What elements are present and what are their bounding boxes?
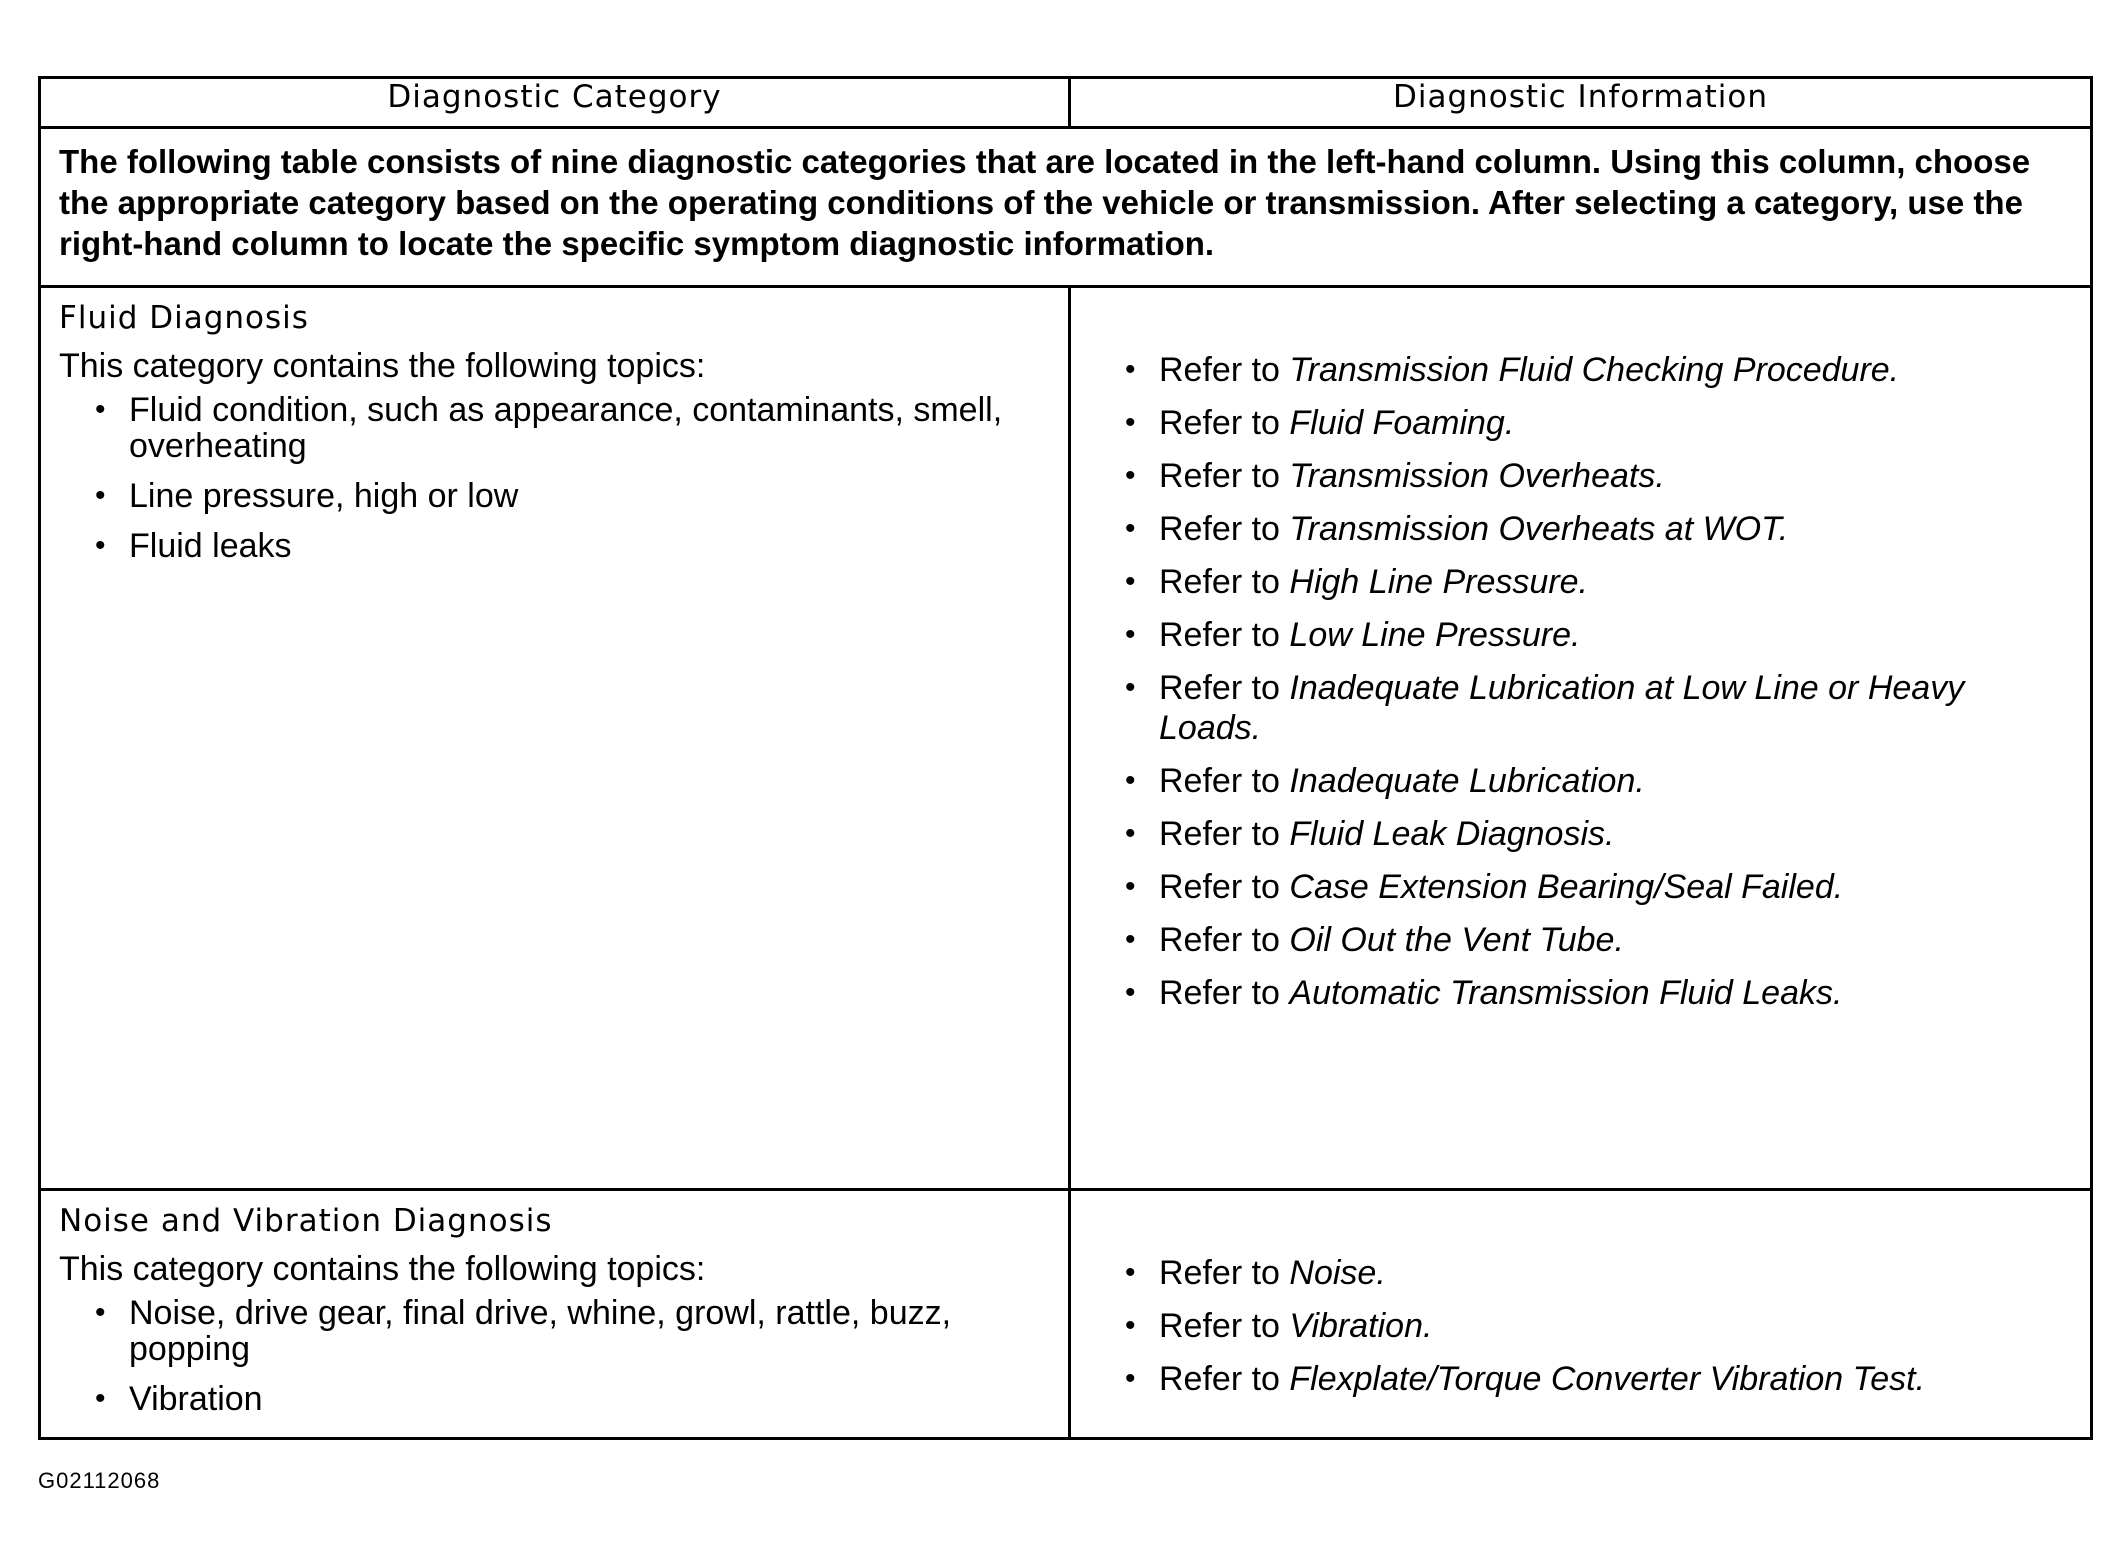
category-description: This category contains the following topics: bbox=[59, 1250, 706, 1288]
reference-title: Transmission Fluid Checking Procedure. bbox=[1289, 351, 1900, 389]
list-item: • Refer to Low Line Pressure. bbox=[1089, 615, 2072, 655]
category-title: Noise and Vibration Diagnosis bbox=[59, 1203, 553, 1239]
table-row bbox=[40, 1190, 2092, 1439]
diagnostic-table-page bbox=[38, 76, 2090, 1440]
intro-row bbox=[40, 128, 2092, 287]
intro-text: The following table consists of nine diagnostic categories that are located in the left-hand column. Using this column, choose the appropriate category based on the operating conditions of the vehicle or transmission. After selecting a category, use the right-hand column to locate the specific symptom diagnostic information. bbox=[40, 128, 2092, 287]
reference-title: Transmission Overheats. bbox=[1289, 457, 1665, 495]
list-item: • Fluid leaks bbox=[59, 528, 1050, 564]
category-cell-noise-vibration bbox=[40, 1190, 1070, 1439]
topic-list bbox=[59, 392, 1050, 564]
list-item: • Fluid condition, such as appearance, contaminants, smell, overheating bbox=[59, 392, 1050, 464]
reference-title: Automatic Transmission Fluid Leaks. bbox=[1289, 974, 1843, 1012]
reference-title: Vibration. bbox=[1289, 1307, 1433, 1345]
reference-title: Case Extension Bearing/Seal Failed. bbox=[1289, 868, 1844, 906]
list-item: • Refer to Automatic Transmission Fluid Leaks. bbox=[1089, 973, 2072, 1013]
header-diagnostic-category: Diagnostic Category bbox=[40, 78, 1070, 128]
reference-title: Transmission Overheats at WOT. bbox=[1289, 510, 1789, 548]
reference-title: Oil Out the Vent Tube. bbox=[1289, 921, 1624, 959]
list-item: • Noise, drive gear, final drive, whine, growl, rattle, buzz, popping bbox=[59, 1295, 1050, 1367]
list-item: • Refer to Case Extension Bearing/Seal Failed. bbox=[1089, 867, 2072, 907]
reference-title: Inadequate Lubrication at Low Line or Heavy Loads. bbox=[1159, 669, 1965, 747]
topic-list bbox=[59, 1295, 1050, 1417]
reference-list bbox=[1089, 350, 2072, 1013]
list-item: • Refer to Fluid Leak Diagnosis. bbox=[1089, 814, 2072, 854]
list-item: • Refer to Noise. bbox=[1089, 1253, 2072, 1293]
list-item: • Refer to Transmission Overheats. bbox=[1089, 456, 2072, 496]
header-row bbox=[40, 78, 2092, 128]
list-item: • Refer to Vibration. bbox=[1089, 1306, 2072, 1346]
list-item: • Refer to High Line Pressure. bbox=[1089, 562, 2072, 602]
diagnostic-table bbox=[38, 76, 2093, 1440]
reference-title: High Line Pressure. bbox=[1289, 563, 1589, 601]
reference-title: Low Line Pressure. bbox=[1289, 616, 1581, 654]
list-item: • Refer to Oil Out the Vent Tube. bbox=[1089, 920, 2072, 960]
category-cell-fluid bbox=[40, 287, 1070, 1190]
figure-id: G02112068 bbox=[38, 1468, 161, 1493]
list-item: • Refer to Inadequate Lubrication at Low Line or Heavy Loads. bbox=[1089, 668, 2072, 748]
category-title: Fluid Diagnosis bbox=[59, 300, 309, 336]
header-diagnostic-information: Diagnostic Information bbox=[1070, 78, 2092, 128]
info-cell-fluid bbox=[1070, 287, 2092, 1190]
table-row bbox=[40, 287, 2092, 1190]
reference-title: Fluid Leak Diagnosis. bbox=[1289, 815, 1615, 853]
info-cell-noise-vibration bbox=[1070, 1190, 2092, 1439]
reference-title: Inadequate Lubrication. bbox=[1289, 762, 1645, 800]
reference-title: Noise. bbox=[1289, 1254, 1386, 1292]
reference-title: Flexplate/Torque Converter Vibration Test. bbox=[1289, 1360, 1926, 1398]
list-item: • Refer to Inadequate Lubrication. bbox=[1089, 761, 2072, 801]
list-item: • Refer to Transmission Overheats at WOT. bbox=[1089, 509, 2072, 549]
list-item: • Refer to Transmission Fluid Checking Procedure. bbox=[1089, 350, 2072, 390]
list-item: • Refer to Flexplate/Torque Converter Vibration Test. bbox=[1089, 1359, 2072, 1399]
reference-title: Fluid Foaming. bbox=[1289, 404, 1515, 442]
list-item: • Refer to Fluid Foaming. bbox=[1089, 403, 2072, 443]
list-item: • Vibration bbox=[59, 1381, 1050, 1417]
category-description: This category contains the following topics: bbox=[59, 347, 706, 385]
reference-list bbox=[1089, 1253, 2072, 1399]
list-item: • Line pressure, high or low bbox=[59, 478, 1050, 514]
